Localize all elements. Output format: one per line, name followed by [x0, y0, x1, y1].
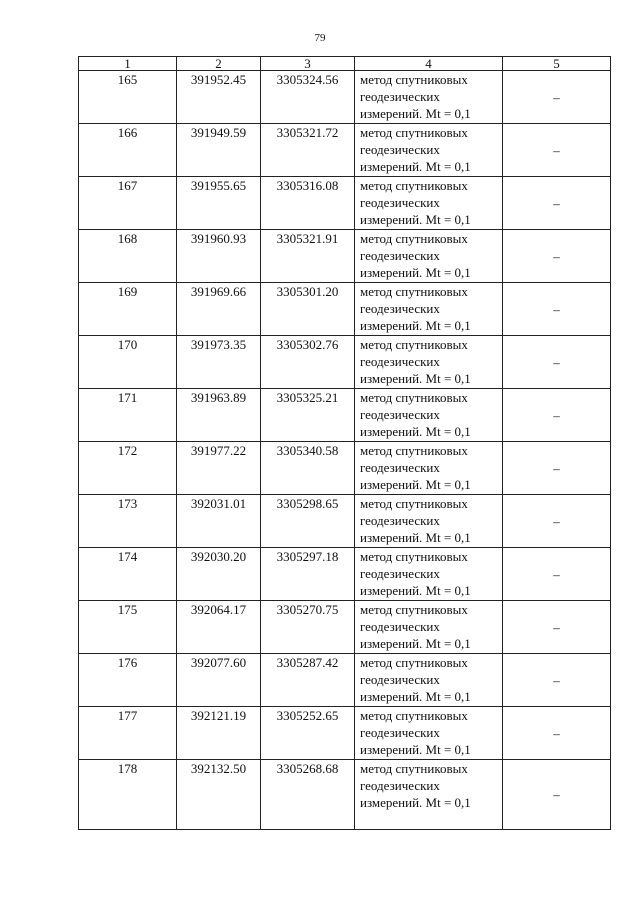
coordinate-x: 391963.89	[177, 389, 261, 442]
coordinate-x: 391973.35	[177, 336, 261, 389]
note-dash: –	[503, 654, 611, 707]
note-dash: –	[503, 124, 611, 177]
coordinate-y: 3305298.65	[261, 495, 355, 548]
point-number: 167	[79, 177, 177, 230]
method-description	[355, 124, 503, 177]
note-dash: –	[503, 71, 611, 124]
point-number: 168	[79, 230, 177, 283]
method-line-3: измерений. Mt = 0,1	[360, 106, 471, 121]
table-row	[79, 601, 611, 654]
column-header-2: 2	[177, 57, 261, 71]
method-description	[355, 495, 503, 548]
method-line-1: метод спутниковых	[360, 231, 468, 246]
method-line-3: измерений. Mt = 0,1	[360, 689, 471, 704]
table-body	[79, 71, 611, 830]
point-number: 169	[79, 283, 177, 336]
method-line-3: измерений. Mt = 0,1	[360, 742, 471, 757]
column-header-5: 5	[503, 57, 611, 71]
method-line-2: геодезических	[360, 89, 440, 104]
point-number: 170	[79, 336, 177, 389]
table-row	[79, 124, 611, 177]
note-dash: –	[503, 177, 611, 230]
method-line-3: измерений. Mt = 0,1	[360, 583, 471, 598]
point-number: 166	[79, 124, 177, 177]
note-dash: –	[503, 389, 611, 442]
point-number: 175	[79, 601, 177, 654]
method-description	[355, 760, 503, 830]
table-row	[79, 548, 611, 601]
method-line-2: геодезических	[360, 460, 440, 475]
note-dash: –	[503, 601, 611, 654]
table-header	[79, 57, 611, 71]
method-line-1: метод спутниковых	[360, 549, 468, 564]
method-line-3: измерений. Mt = 0,1	[360, 424, 471, 439]
coordinate-y: 3305287.42	[261, 654, 355, 707]
point-number: 173	[79, 495, 177, 548]
coordinate-x: 391952.45	[177, 71, 261, 124]
point-number: 171	[79, 389, 177, 442]
coordinate-y: 3305321.72	[261, 124, 355, 177]
method-line-3: измерений. Mt = 0,1	[360, 212, 471, 227]
method-description	[355, 283, 503, 336]
note-dash: –	[503, 548, 611, 601]
method-line-2: геодезических	[360, 407, 440, 422]
note-dash: –	[503, 495, 611, 548]
method-line-1: метод спутниковых	[360, 655, 468, 670]
method-line-2: геодезических	[360, 619, 440, 634]
table-row	[79, 442, 611, 495]
method-line-3: измерений. Mt = 0,1	[360, 477, 471, 492]
method-line-2: геодезических	[360, 778, 440, 793]
coordinate-x: 392121.19	[177, 707, 261, 760]
method-line-3: измерений. Mt = 0,1	[360, 371, 471, 386]
coordinates-table	[78, 56, 611, 830]
method-line-1: метод спутниковых	[360, 496, 468, 511]
point-number: 176	[79, 654, 177, 707]
method-line-1: метод спутниковых	[360, 72, 468, 87]
method-line-3: измерений. Mt = 0,1	[360, 318, 471, 333]
method-line-1: метод спутниковых	[360, 602, 468, 617]
method-description	[355, 601, 503, 654]
method-line-1: метод спутниковых	[360, 178, 468, 193]
method-line-3: измерений. Mt = 0,1	[360, 795, 471, 810]
note-dash: –	[503, 442, 611, 495]
note-dash: –	[503, 336, 611, 389]
coordinate-x: 391977.22	[177, 442, 261, 495]
method-description	[355, 336, 503, 389]
method-line-2: геодезических	[360, 725, 440, 740]
coordinate-y: 3305316.08	[261, 177, 355, 230]
method-description	[355, 71, 503, 124]
method-description	[355, 389, 503, 442]
method-line-1: метод спутниковых	[360, 443, 468, 458]
table-row	[79, 654, 611, 707]
coordinate-x: 392031.01	[177, 495, 261, 548]
method-description	[355, 707, 503, 760]
method-line-2: геодезических	[360, 248, 440, 263]
table-row	[79, 283, 611, 336]
method-line-1: метод спутниковых	[360, 708, 468, 723]
point-number: 177	[79, 707, 177, 760]
coordinate-x: 391960.93	[177, 230, 261, 283]
method-line-1: метод спутниковых	[360, 761, 468, 776]
method-line-3: измерений. Mt = 0,1	[360, 159, 471, 174]
method-line-2: геодезических	[360, 672, 440, 687]
coordinate-y: 3305340.58	[261, 442, 355, 495]
coordinate-y: 3305268.68	[261, 760, 355, 830]
method-line-3: измерений. Mt = 0,1	[360, 530, 471, 545]
note-dash: –	[503, 283, 611, 336]
coordinate-y: 3305324.56	[261, 71, 355, 124]
method-line-2: геодезических	[360, 566, 440, 581]
coordinate-x: 392077.60	[177, 654, 261, 707]
method-line-3: измерений. Mt = 0,1	[360, 636, 471, 651]
method-line-1: метод спутниковых	[360, 337, 468, 352]
method-line-2: геодезических	[360, 301, 440, 316]
method-line-1: метод спутниковых	[360, 284, 468, 299]
method-description	[355, 230, 503, 283]
table-row	[79, 707, 611, 760]
table-row	[79, 230, 611, 283]
coordinate-y: 3305252.65	[261, 707, 355, 760]
coordinate-x: 392132.50	[177, 760, 261, 830]
table-row	[79, 760, 611, 830]
coordinate-y: 3305325.21	[261, 389, 355, 442]
method-description	[355, 177, 503, 230]
method-line-1: метод спутниковых	[360, 125, 468, 140]
point-number: 165	[79, 71, 177, 124]
table-row	[79, 389, 611, 442]
method-line-1: метод спутниковых	[360, 390, 468, 405]
coordinate-x: 392030.20	[177, 548, 261, 601]
column-header-3: 3	[261, 57, 355, 71]
coordinate-x: 392064.17	[177, 601, 261, 654]
note-dash: –	[503, 760, 611, 830]
coordinate-y: 3305302.76	[261, 336, 355, 389]
method-line-2: геодезических	[360, 354, 440, 369]
coordinate-x: 391969.66	[177, 283, 261, 336]
method-line-2: геодезических	[360, 513, 440, 528]
method-description	[355, 442, 503, 495]
header-row	[79, 57, 611, 71]
point-number: 178	[79, 760, 177, 830]
method-line-2: геодезических	[360, 195, 440, 210]
method-description	[355, 654, 503, 707]
table-row	[79, 177, 611, 230]
point-number: 172	[79, 442, 177, 495]
method-description	[355, 548, 503, 601]
page-number: 79	[314, 32, 326, 44]
table-row	[79, 71, 611, 124]
column-header-1: 1	[79, 57, 177, 71]
coordinate-y: 3305301.20	[261, 283, 355, 336]
note-dash: –	[503, 707, 611, 760]
point-number: 174	[79, 548, 177, 601]
column-header-4: 4	[355, 57, 503, 71]
coordinate-y: 3305297.18	[261, 548, 355, 601]
table-row	[79, 495, 611, 548]
table-row	[79, 336, 611, 389]
coordinate-y: 3305321.91	[261, 230, 355, 283]
coordinate-x: 391949.59	[177, 124, 261, 177]
coordinate-x: 391955.65	[177, 177, 261, 230]
method-line-2: геодезических	[360, 142, 440, 157]
method-line-3: измерений. Mt = 0,1	[360, 265, 471, 280]
coordinate-y: 3305270.75	[261, 601, 355, 654]
note-dash: –	[503, 230, 611, 283]
